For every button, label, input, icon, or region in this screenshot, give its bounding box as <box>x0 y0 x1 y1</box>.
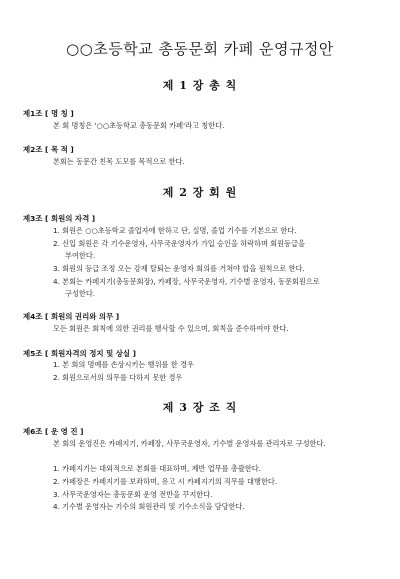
article-3-item-3: 3. 회원의 등급 조정 오는 강제 탈퇴는 운영자 회의를 거쳐야 합을 원칙으로 한다. <box>53 264 305 273</box>
chapter-1-heading: 제 1 장 총 칙 <box>162 79 238 92</box>
article-2-heading: 제2조 [ 목 적 ] <box>23 145 74 154</box>
article-1-text: 본 회 명칭은 '○○초등학교 총동문회 카페'라고 칭한다. <box>53 121 225 130</box>
article-3-item-4-cont: 구성한다. <box>65 289 96 298</box>
article-2-text: 본회는 동문간 친목 도모를 목적으로 한다. <box>53 157 185 166</box>
article-4-text: 모든 회원은 회칙에 의한 권리를 행사할 수 있으며, 회칙을 준수하여야 한다. <box>53 324 289 333</box>
article-4-heading: 제4조 [ 회원의 권리와 의무 ] <box>23 312 120 321</box>
article-3-item-4: 4. 본회는 카페지기(총동문회장), 카페장, 사무국운영자, 기수별 운영자, 동문회원으로 <box>53 277 320 286</box>
article-5-item-2: 2. 회원으로서의 의무를 다하지 못한 경우 <box>53 373 183 382</box>
chapter-2-heading: 제 2 장 회 원 <box>162 186 238 199</box>
article-6-heading: 제6조 [ 운 영 진 ] <box>23 427 84 436</box>
article-6-item-3: 3. 사무국운영자는 총동문회 운영 전반을 꾸지한다. <box>53 490 213 499</box>
article-3-item-1: 1. 회원은 ○○초등학교 졸업자에 한하고 단, 실명, 졸업 기수를 기본으로 한다. <box>53 226 297 235</box>
chapter-3-heading: 제 3 장 조 직 <box>162 401 238 414</box>
article-6-item-2: 2. 카페장은 카페지기를 보좌하며, 유고 시 카페지기의 직무를 대행한다. <box>53 477 278 486</box>
article-6-intro: 본 회의 운영진은 카페지기, 카페장, 사무국운영자, 기수별 운영자를 관리자로 구성한다. <box>53 439 326 448</box>
document-title: ○○초등학교 총동문회 카페 운영규정안 <box>66 40 334 58</box>
article-3-item-2: 2. 신입 회원은 각 기수운영자, 사무국운영자가 가입 승인을 허락하며 회원등급을 <box>53 239 305 248</box>
article-1-heading: 제1조 [ 명 칭 ] <box>23 109 74 118</box>
article-3-item-2-cont: 부여한다. <box>65 251 96 260</box>
article-5-heading: 제5조 [ 회원자격의 정지 및 상실 ] <box>23 349 137 358</box>
article-3-heading: 제3조 [ 회원의 자격 ] <box>23 214 96 223</box>
article-5-item-1: 1. 본 회의 명예를 손상시키는 행위를 한 경우 <box>53 360 194 369</box>
article-6-item-4: 4. 기수별 운영자는 기수의 회원관리 및 기수소식을 담당한다. <box>53 502 245 511</box>
article-6-item-1: 1. 카페지기는 대외적으로 본회를 대표하며, 제반 업무를 총괄한다. <box>53 464 261 473</box>
